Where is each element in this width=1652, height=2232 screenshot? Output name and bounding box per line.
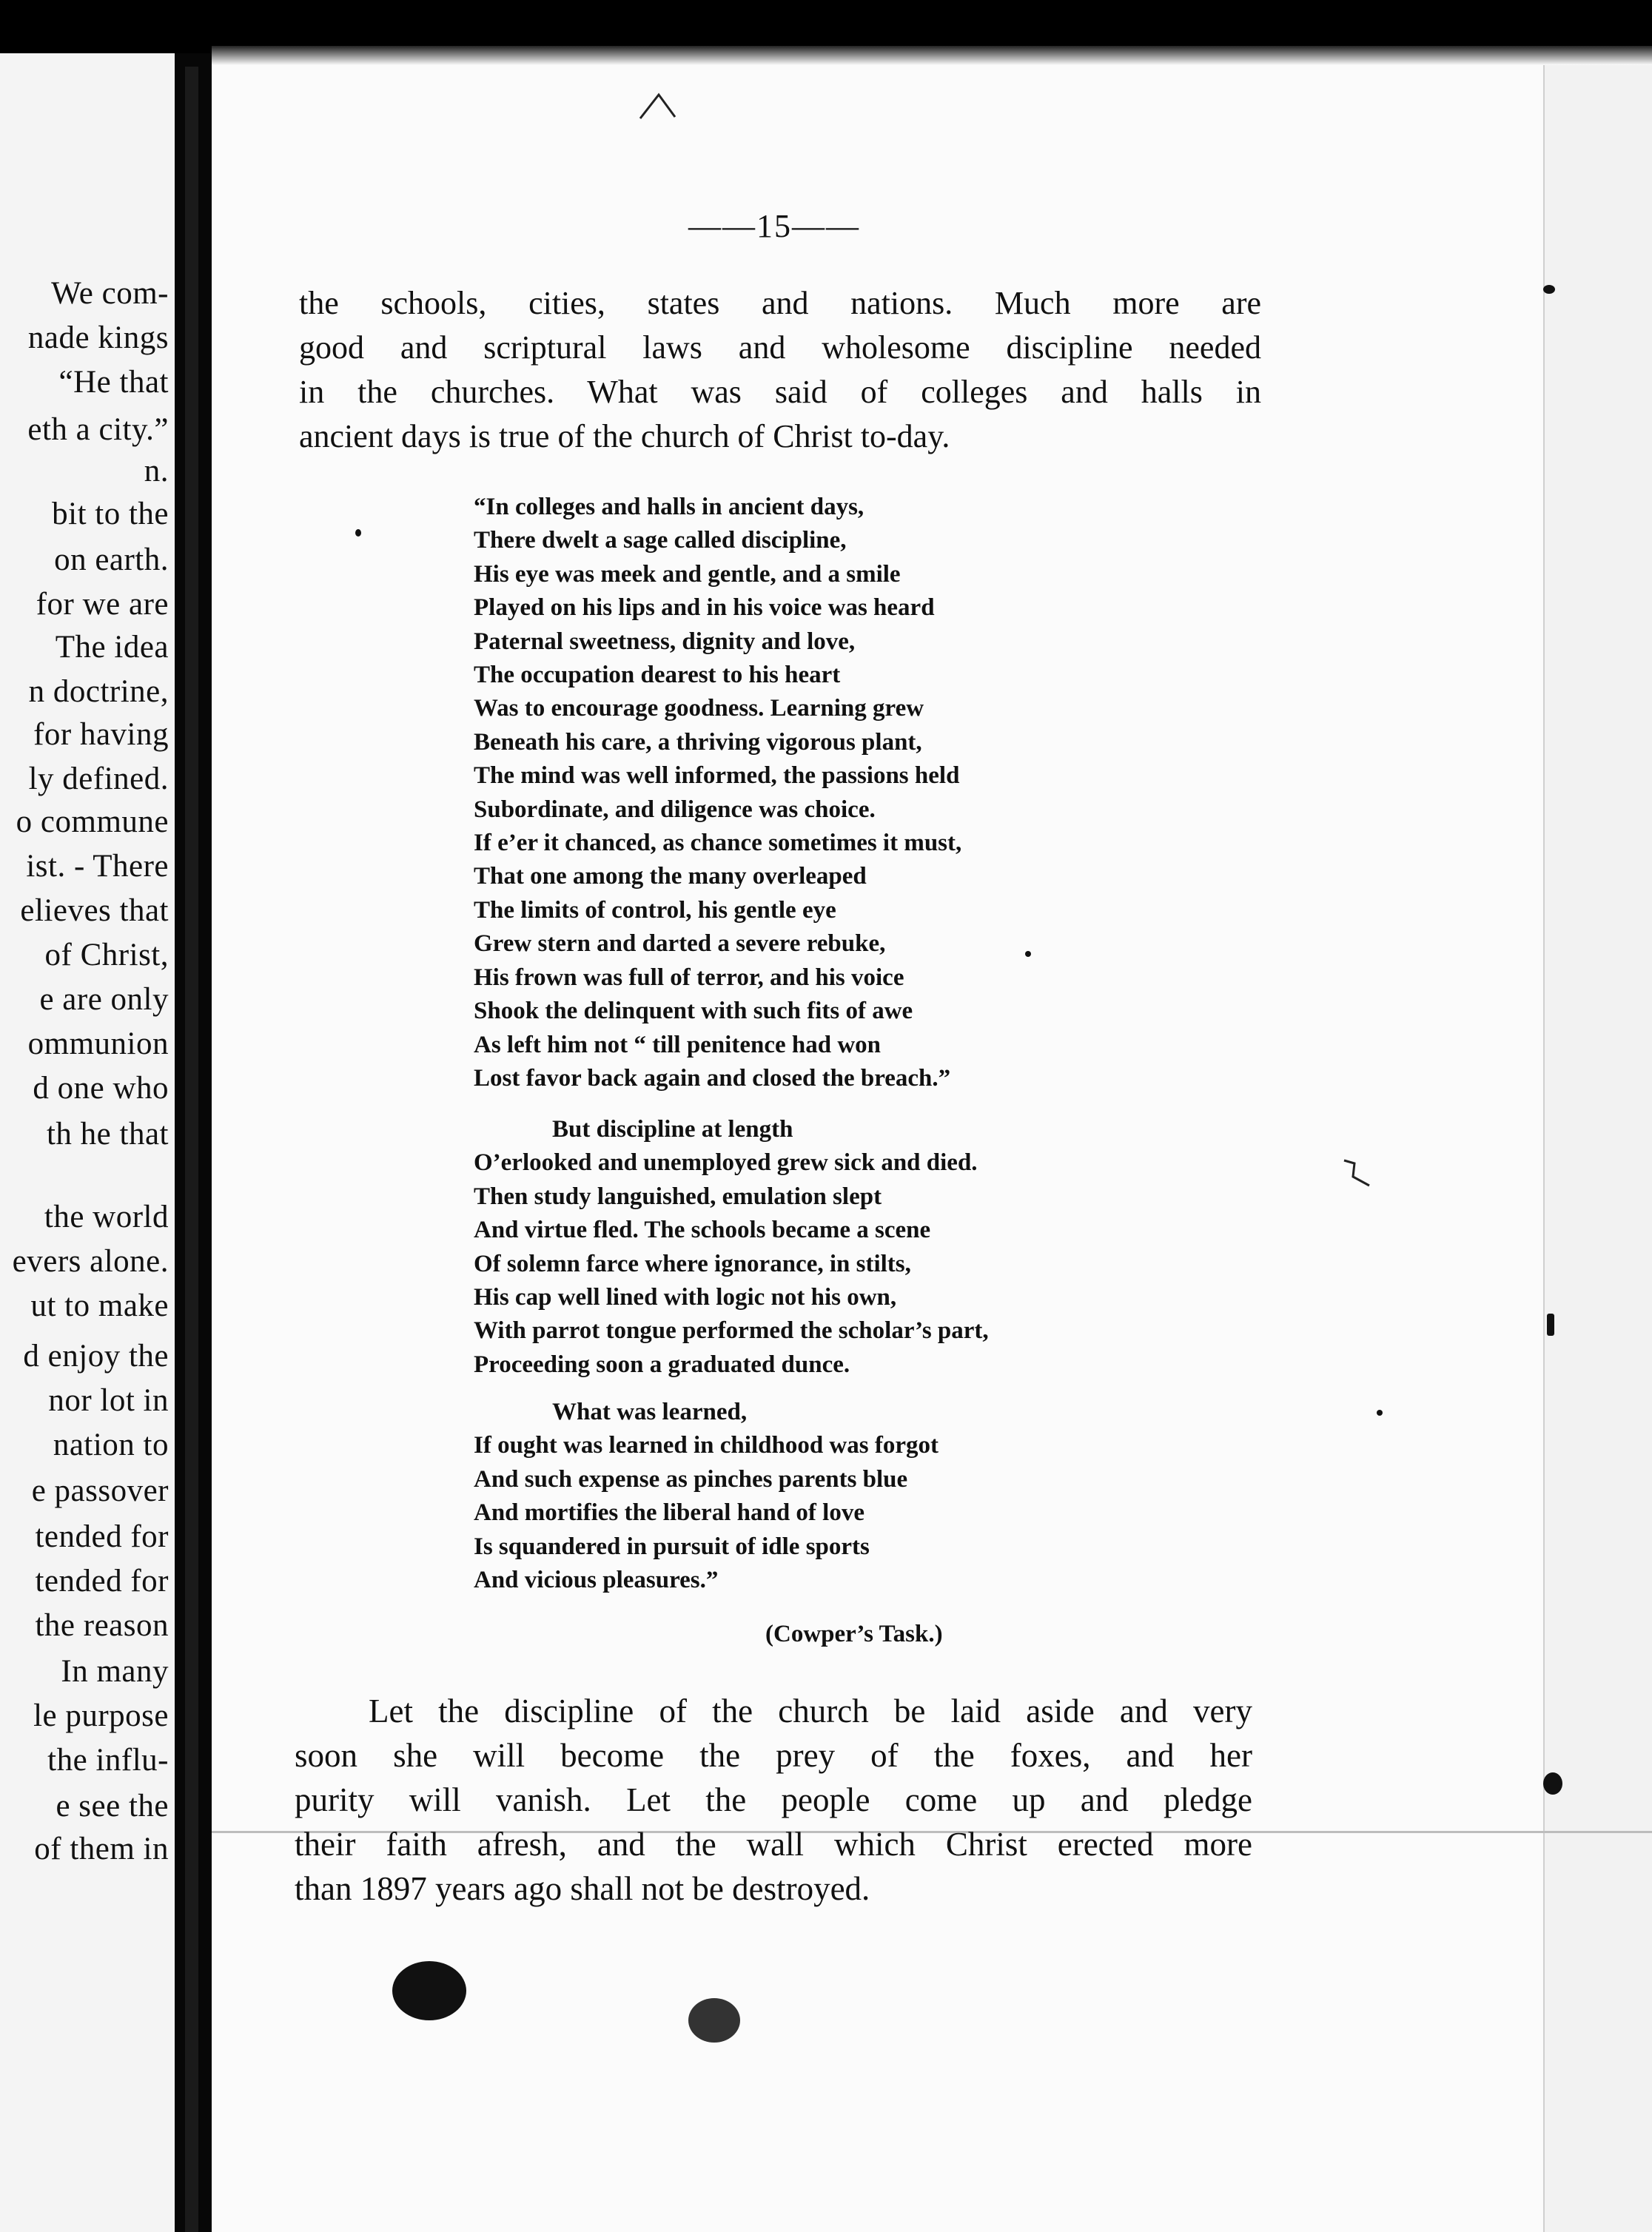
left-page-line: n. [144, 454, 169, 488]
left-page-line: of them in [34, 1832, 169, 1866]
ink-speck [1377, 1410, 1383, 1416]
left-page-line: We com- [51, 276, 169, 311]
left-page-line: nor lot in [48, 1383, 169, 1418]
poem-line: Grew stern and darted a severe rebuke, [474, 930, 886, 958]
poem-line: Of solemn farce where ignorance, in stilts, [474, 1250, 911, 1277]
left-page-line: nade kings [27, 320, 169, 355]
poem-line: His frown was full of terror, and his voice [474, 964, 904, 991]
left-page-line: tended for [35, 1564, 169, 1599]
poem-line: If e’er it chanced, as chance sometimes it must, [474, 830, 962, 857]
poem-line: His cap well lined with logic not his own, [474, 1284, 897, 1311]
pencil-caret-mark [637, 89, 681, 126]
poem-line: Shook the delinquent with such fits of awe [474, 998, 913, 1025]
poem-line: Proceeding soon a graduated dunce. [474, 1351, 850, 1378]
left-page-line: for having [33, 717, 169, 752]
poem-line: But discipline at length [552, 1116, 793, 1143]
closing-line: Let the discipline of the church be laid aside and very [369, 1693, 1252, 1730]
poem-line: O’erlooked and unemployed grew sick and died. [474, 1149, 978, 1177]
left-page-line: on earth. [54, 542, 169, 577]
intro-line: ancient days is true of the church of Christ to-day. [299, 418, 950, 454]
poem-line: Played on his lips and in his voice was heard [474, 594, 935, 622]
left-page-line: d one who [33, 1071, 169, 1106]
left-page-line: bit to the [52, 497, 169, 531]
left-page-line: e passover [31, 1473, 169, 1508]
poem-line: Lost favor back again and closed the breach.” [474, 1064, 951, 1092]
pencil-hook-mark [1340, 1154, 1399, 1199]
left-page-line: nation to [53, 1428, 169, 1462]
poem-line: Was to encourage goodness. Learning grew [474, 695, 924, 722]
left-page-line: elieves that [20, 893, 169, 928]
left-page-line: n doctrine, [28, 674, 169, 709]
page-edge [1543, 53, 1652, 2232]
left-page-line: e see the [56, 1789, 169, 1823]
poem-line: Then study languished, emulation slept [474, 1183, 882, 1210]
poem-line: That one among the many overleaped [474, 863, 867, 890]
ink-speck [355, 529, 361, 537]
ink-speck [1025, 951, 1031, 957]
left-page-line: d enjoy the [23, 1339, 169, 1374]
left-page-line: th he that [46, 1117, 169, 1152]
ink-blot [392, 1961, 466, 2020]
poem-line: “In colleges and halls in ancient days, [474, 494, 864, 520]
poem-stanza-3 [474, 1396, 939, 1597]
left-page-line: o commune [16, 804, 169, 839]
left-page-line: tended for [35, 1519, 169, 1554]
poem-line: Paternal sweetness, dignity and love, [474, 628, 856, 655]
poem-line: The limits of control, his gentle eye [474, 896, 836, 924]
left-page-line: for we are [36, 587, 169, 622]
book-spine-shadow [185, 67, 198, 2232]
left-page-line: ommunion [27, 1026, 169, 1061]
closing-paragraph [295, 1689, 1252, 1911]
left-page-line: evers alone. [12, 1244, 169, 1279]
left-page-line: the reason [35, 1608, 169, 1643]
poem-line: And vicious pleasures.” [474, 1567, 719, 1594]
ink-speck [1543, 285, 1555, 294]
ink-speck [1543, 1772, 1562, 1795]
left-page-line: the influ- [47, 1743, 169, 1778]
poem-line: With parrot tongue performed the scholar’s part, [474, 1317, 989, 1345]
intro-paragraph [299, 281, 1261, 459]
intro-line: in the churches. What was said of colleges and halls in [299, 374, 1261, 410]
poem-line: And such expense as pinches parents blue [474, 1465, 908, 1493]
left-page-line: of Christ, [44, 938, 169, 972]
left-page-line: “He that [58, 365, 169, 400]
closing-line: than 1897 years ago shall not be destroyed. [295, 1870, 870, 1907]
left-page-text [0, 53, 172, 2232]
left-page-line: eth a city.” [27, 412, 169, 447]
poem-line: And mortifies the liberal hand of love [474, 1499, 864, 1527]
left-page-line: ly defined. [28, 762, 169, 796]
poem-line: Beneath his care, a thriving vigorous plant, [474, 728, 922, 756]
intro-line: the schools, cities, states and nations. Much more are [299, 285, 1261, 321]
poem-line: If ought was learned in childhood was forgot [474, 1432, 939, 1459]
left-page-line: The idea [55, 630, 169, 665]
page-number: ——15—— [688, 208, 860, 244]
left-page-line: le purpose [33, 1698, 169, 1733]
poem-line: The occupation dearest to his heart [474, 662, 841, 689]
top-shadow [212, 46, 1652, 65]
closing-line: purity will vanish. Let the people come up and pledge [295, 1781, 1252, 1818]
left-page-line: e are only [39, 982, 169, 1017]
closing-line: soon she will become the prey of the foxes, and her [295, 1737, 1252, 1774]
closing-line: their faith afresh, and the wall which Christ erected more [295, 1826, 1252, 1863]
left-page-fragment [0, 53, 194, 2232]
poem-line: What was learned, [552, 1399, 748, 1425]
intro-line: good and scriptural laws and wholesome discipline needed [299, 329, 1261, 366]
poem-line: Is squandered in pursuit of idle sports [474, 1533, 870, 1560]
left-page-line: ist. - There [26, 849, 169, 884]
poem-stanza-2 [474, 1113, 989, 1382]
poem-stanza-1 [474, 491, 961, 1095]
left-page-line: the world [44, 1200, 169, 1234]
poem-line: There dwelt a sage called discipline, [474, 527, 847, 554]
poem-line: His eye was meek and gentle, and a smile [474, 560, 901, 588]
ink-blot [688, 1998, 740, 2043]
poem-citation: (Cowper’s Task.) [765, 1621, 943, 1647]
poem-line: And virtue fled. The schools became a scene [474, 1217, 931, 1244]
poem-line: Subordinate, and diligence was choice. [474, 796, 876, 823]
left-page-line: In many [61, 1654, 169, 1689]
poem-line: The mind was well informed, the passions held [474, 762, 960, 790]
poem-line: As left him not “ till penitence had won [474, 1031, 882, 1058]
ink-speck [1547, 1314, 1554, 1336]
left-page-line: ut to make [30, 1288, 169, 1323]
